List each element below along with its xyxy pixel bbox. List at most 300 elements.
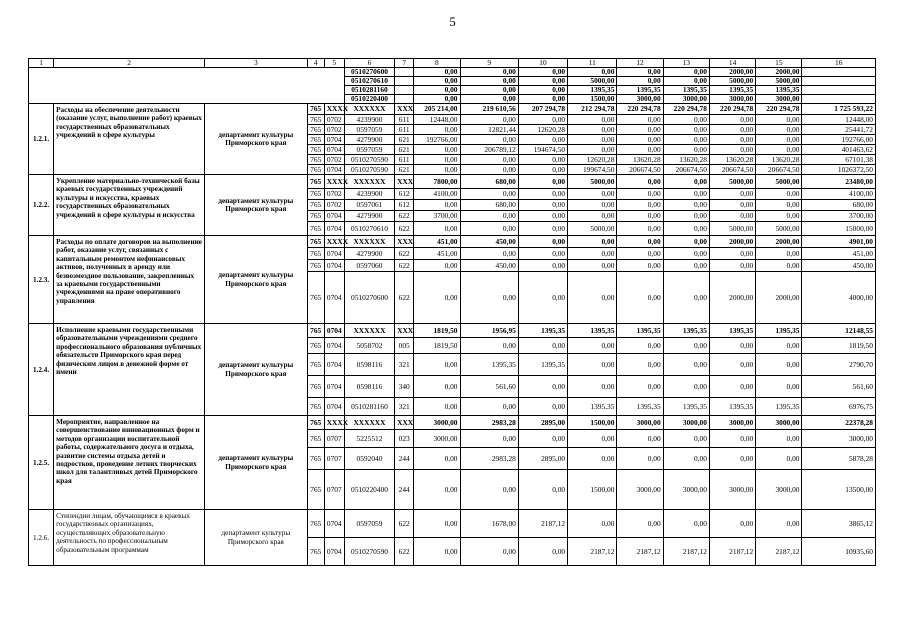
budget-code: 4239900	[344, 189, 394, 200]
expense-type-code: 023	[395, 430, 414, 448]
section-code: 0704	[324, 165, 344, 175]
ministry-code: 765	[307, 104, 324, 115]
amount-cell: 3000,00	[709, 470, 755, 510]
amount-cell: 0,00	[460, 77, 518, 86]
budget-code: 0510270590	[344, 155, 394, 165]
amount-cell: 2000,00	[756, 272, 802, 324]
amount-cell: 451,00	[414, 236, 460, 248]
amount-cell: 0,00	[709, 248, 755, 260]
amount-cell: 0,00	[518, 95, 567, 104]
amount-cell: 0,00	[414, 470, 460, 510]
section-code: 0704	[324, 398, 344, 416]
amount-cell: 219 610,56	[460, 104, 518, 115]
total-cell: 450,00	[802, 260, 876, 272]
page-number: 5	[449, 14, 456, 29]
amount-cell: 1395,35	[518, 354, 567, 376]
ministry-code: 765	[307, 398, 324, 416]
item-executor: департамент культуры Приморского края	[205, 324, 308, 416]
blank-cell	[395, 95, 414, 104]
amount-cell: 0,00	[617, 448, 663, 470]
amount-cell: 0,00	[414, 272, 460, 324]
section-code: XXXX	[324, 236, 344, 248]
amount-cell: 1678,00	[460, 510, 518, 538]
amount-cell: 0,00	[709, 145, 755, 155]
amount-cell: 0,00	[568, 135, 617, 145]
amount-cell: 1395,35	[568, 86, 617, 95]
section-code: 0702	[324, 155, 344, 165]
amount-cell: 2983,28	[460, 448, 518, 470]
amount-cell: 0,00	[709, 200, 755, 211]
ministry-code: 765	[307, 248, 324, 260]
ministry-code: 765	[307, 470, 324, 510]
column-number: 11	[568, 59, 617, 68]
budget-code: 5058702	[344, 338, 394, 354]
amount-cell: 0,00	[756, 260, 802, 272]
blank-cell	[802, 68, 876, 77]
section-code: 0704	[324, 324, 344, 338]
column-number: 8	[414, 59, 460, 68]
ministry-code: 765	[307, 155, 324, 165]
amount-cell: 1395,35	[756, 324, 802, 338]
budget-code: 5225512	[344, 430, 394, 448]
ministry-code: 765	[307, 115, 324, 125]
budget-code: XXXXXX	[344, 236, 394, 248]
amount-cell: 192766,00	[414, 135, 460, 145]
amount-cell: 0,00	[460, 398, 518, 416]
ministry-code: 765	[307, 260, 324, 272]
ministry-code: 765	[307, 510, 324, 538]
amount-cell: 3000,00	[414, 430, 460, 448]
ministry-code: 765	[307, 416, 324, 430]
amount-cell: 0,00	[414, 354, 460, 376]
section-code: 0704	[324, 248, 344, 260]
item-description: Мероприятие, направленное на совершенствование инновационных форм и методов организации воспитательной работы, содержательного досуга и отдыха, развитие системы отдыха детей и подростков, проведение летних творческих школ для талантливых детей Приморского края	[54, 416, 205, 510]
amount-cell: 0,00	[460, 248, 518, 260]
expense-type-code: 622	[395, 248, 414, 260]
amount-cell: 0,00	[460, 95, 518, 104]
amount-cell: 1500,00	[568, 416, 617, 430]
amount-cell: 0,00	[518, 236, 567, 248]
amount-cell: 1395,35	[709, 398, 755, 416]
amount-cell: 0,00	[709, 135, 755, 145]
amount-cell: 0,00	[518, 222, 567, 236]
ministry-code: 765	[307, 324, 324, 338]
amount-cell: 0,00	[518, 430, 567, 448]
amount-cell: 3000,00	[756, 470, 802, 510]
amount-cell: 0,00	[518, 175, 567, 189]
amount-cell: 0,00	[663, 338, 709, 354]
amount-cell: 0,00	[756, 448, 802, 470]
item-number: 1.2.3.	[29, 236, 54, 324]
amount-cell: 0,00	[617, 376, 663, 398]
amount-cell: 0,00	[709, 510, 755, 538]
amount-cell: 5000,00	[568, 175, 617, 189]
amount-cell: 0,00	[756, 354, 802, 376]
section-code: 0704	[324, 338, 344, 354]
amount-cell: 0,00	[617, 354, 663, 376]
amount-cell: 450,00	[460, 236, 518, 248]
amount-cell: 5000,00	[756, 77, 802, 86]
amount-cell: 0,00	[518, 135, 567, 145]
amount-cell: 199674,50	[568, 165, 617, 175]
amount-cell: 0,00	[617, 430, 663, 448]
amount-cell: 2000,00	[709, 272, 755, 324]
amount-cell: 0,00	[460, 222, 518, 236]
section-code: 0704	[324, 145, 344, 155]
expense-type-code: 340	[395, 376, 414, 398]
item-executor: департамент культуры Приморского края	[205, 175, 308, 236]
amount-cell: 0,00	[460, 86, 518, 95]
amount-cell: 0,00	[518, 376, 567, 398]
budget-code: 4239900	[344, 115, 394, 125]
amount-cell: 0,00	[709, 115, 755, 125]
amount-cell: 0,00	[663, 77, 709, 86]
expense-type-code: XXX	[395, 416, 414, 430]
amount-cell: 1395,35	[663, 86, 709, 95]
column-number: 14	[709, 59, 755, 68]
amount-cell: 0,00	[663, 510, 709, 538]
amount-cell: 0,00	[617, 211, 663, 222]
amount-cell: 206674,50	[617, 165, 663, 175]
amount-cell: 1395,35	[617, 324, 663, 338]
total-cell: 4000,00	[802, 272, 876, 324]
amount-cell: 0,00	[617, 236, 663, 248]
amount-cell: 0,00	[518, 165, 567, 175]
total-cell: 192766,00	[802, 135, 876, 145]
section-code: 0704	[324, 135, 344, 145]
ministry-code: 765	[307, 211, 324, 222]
amount-cell: 1395,35	[617, 86, 663, 95]
expense-type-code: 612	[395, 200, 414, 211]
amount-cell: 0,00	[756, 115, 802, 125]
amount-cell: 0,00	[617, 189, 663, 200]
blank-cell	[802, 77, 876, 86]
amount-cell: 2000,00	[756, 236, 802, 248]
budget-code: 4279900	[344, 248, 394, 260]
amount-cell: 3000,00	[663, 95, 709, 104]
amount-cell: 0,00	[568, 200, 617, 211]
total-cell: 23480,00	[802, 175, 876, 189]
section-code: 0702	[324, 200, 344, 211]
expense-type-code: 244	[395, 470, 414, 510]
expense-type-code: 005	[395, 338, 414, 354]
item-executor: департамент культуры Приморского края	[205, 236, 308, 324]
amount-cell: 0,00	[663, 248, 709, 260]
budget-code: 0598116	[344, 376, 394, 398]
amount-cell: 561,60	[460, 376, 518, 398]
expense-type-code: 611	[395, 155, 414, 165]
column-number: 1	[29, 59, 54, 68]
amount-cell: 7800,00	[414, 175, 460, 189]
amount-cell: 0,00	[663, 376, 709, 398]
amount-cell: 0,00	[617, 510, 663, 538]
amount-cell: 0,00	[756, 510, 802, 538]
budget-code: XXXXXX	[344, 175, 394, 189]
amount-cell: 0,00	[414, 77, 460, 86]
amount-cell: 1395,35	[460, 354, 518, 376]
expense-type-code: 622	[395, 510, 414, 538]
amount-cell: 0,00	[709, 376, 755, 398]
amount-cell: 1395,35	[518, 324, 567, 338]
amount-cell: 0,00	[663, 222, 709, 236]
amount-cell: 0,00	[414, 200, 460, 211]
amount-cell: 0,00	[518, 248, 567, 260]
item-description: Расходы на обеспечение деятельности (оказание услуг, выполнение работ) краевых государственных образовательных учреждений в сфере культуры	[54, 104, 205, 175]
amount-cell: 0,00	[756, 200, 802, 211]
amount-cell: 1395,35	[756, 86, 802, 95]
amount-cell: 0,00	[568, 376, 617, 398]
budget-code: 4279900	[344, 135, 394, 145]
expense-type-code: 621	[395, 145, 414, 155]
item-number: 1.2.2.	[29, 175, 54, 236]
expense-type-code: 622	[395, 272, 414, 324]
amount-cell: 0,00	[460, 115, 518, 125]
amount-cell: 0,00	[518, 470, 567, 510]
budget-code: 0510220400	[344, 470, 394, 510]
total-cell: 6976,75	[802, 398, 876, 416]
amount-cell: 0,00	[414, 165, 460, 175]
amount-cell: 2187,12	[518, 510, 567, 538]
amount-cell: 0,00	[460, 338, 518, 354]
amount-cell: 0,00	[663, 236, 709, 248]
amount-cell: 0,00	[756, 145, 802, 155]
amount-cell: 0,00	[568, 354, 617, 376]
amount-cell: 212 294,78	[568, 104, 617, 115]
column-number: 5	[324, 59, 344, 68]
total-cell: 5878,28	[802, 448, 876, 470]
amount-cell: 3000,00	[414, 416, 460, 430]
budget-code: 0510270610	[344, 222, 394, 236]
amount-cell: 2000,00	[756, 68, 802, 77]
amount-cell: 1395,35	[568, 398, 617, 416]
amount-cell: 0,00	[617, 68, 663, 77]
amount-cell: 0,00	[709, 260, 755, 272]
amount-cell: 1956,95	[460, 324, 518, 338]
expense-type-code: 611	[395, 115, 414, 125]
amount-cell: 0,00	[414, 155, 460, 165]
total-cell: 1026372,50	[802, 165, 876, 175]
amount-cell: 0,00	[460, 68, 518, 77]
amount-cell: 205 214,00	[414, 104, 460, 115]
amount-cell: 1819,50	[414, 324, 460, 338]
amount-cell: 0,00	[709, 354, 755, 376]
total-cell: 3865,12	[802, 510, 876, 538]
total-cell: 12148,55	[802, 324, 876, 338]
expense-type-code: XXX	[395, 175, 414, 189]
amount-cell: 0,00	[414, 260, 460, 272]
amount-cell: 0,00	[568, 189, 617, 200]
expense-type-code: XXX	[395, 236, 414, 248]
table-row	[29, 510, 876, 538]
amount-cell: 0,00	[617, 248, 663, 260]
section-code: 0704	[324, 222, 344, 236]
amount-cell: 1395,35	[617, 398, 663, 416]
amount-cell: 0,00	[414, 538, 460, 566]
amount-cell: 3000,00	[617, 95, 663, 104]
total-cell: 2790,70	[802, 354, 876, 376]
budget-code: 0597059	[344, 145, 394, 155]
budget-code: 0598116	[344, 354, 394, 376]
amount-cell: 0,00	[414, 376, 460, 398]
amount-cell: 0,00	[663, 145, 709, 155]
amount-cell: 0,00	[663, 115, 709, 125]
amount-cell: 0,00	[518, 200, 567, 211]
amount-cell: 0,00	[518, 115, 567, 125]
table-row	[29, 104, 876, 115]
ministry-code: 765	[307, 338, 324, 354]
budget-code: 0597059	[344, 125, 394, 135]
amount-cell: 0,00	[756, 189, 802, 200]
amount-cell: 2000,00	[709, 236, 755, 248]
amount-cell: 2187,12	[756, 538, 802, 566]
amount-cell: 0,00	[663, 430, 709, 448]
amount-cell: 0,00	[460, 211, 518, 222]
amount-cell: 2187,12	[617, 538, 663, 566]
amount-cell: 0,00	[709, 430, 755, 448]
amount-cell: 0,00	[414, 86, 460, 95]
amount-cell: 0,00	[663, 272, 709, 324]
amount-cell: 0,00	[617, 260, 663, 272]
section-code: 0707	[324, 430, 344, 448]
amount-cell: 0,00	[414, 222, 460, 236]
amount-cell: 0,00	[518, 538, 567, 566]
amount-cell: 13620,28	[756, 155, 802, 165]
total-cell: 13500,00	[802, 470, 876, 510]
section-code: 0704	[324, 272, 344, 324]
ministry-code: 765	[307, 448, 324, 470]
column-number: 13	[663, 59, 709, 68]
amount-cell: 3000,00	[756, 95, 802, 104]
amount-cell: 0,00	[518, 260, 567, 272]
section-code: XXXX	[324, 104, 344, 115]
amount-cell: 0,00	[568, 211, 617, 222]
amount-cell: 0,00	[663, 260, 709, 272]
amount-cell: 1395,35	[756, 398, 802, 416]
amount-cell: 0,00	[518, 86, 567, 95]
amount-cell: 0,00	[663, 200, 709, 211]
amount-cell: 0,00	[756, 376, 802, 398]
amount-cell: 13620,28	[709, 155, 755, 165]
ministry-code: 765	[307, 236, 324, 248]
amount-cell: 0,00	[663, 354, 709, 376]
total-cell: 4100,00	[802, 189, 876, 200]
expense-type-code: 622	[395, 538, 414, 566]
amount-cell: 0,00	[568, 125, 617, 135]
amount-cell: 1819,50	[414, 338, 460, 354]
ministry-code: 765	[307, 272, 324, 324]
amount-cell: 0,00	[756, 211, 802, 222]
column-number: 7	[395, 59, 414, 68]
budget-code: 0510270590	[344, 538, 394, 566]
ministry-code: 765	[307, 376, 324, 398]
total-cell: 10935,60	[802, 538, 876, 566]
amount-cell: 0,00	[663, 211, 709, 222]
amount-cell: 3000,00	[709, 95, 755, 104]
amount-cell: 0,00	[568, 248, 617, 260]
amount-cell: 12620,28	[518, 125, 567, 135]
amount-cell: 2895,00	[518, 448, 567, 470]
amount-cell: 0,00	[663, 68, 709, 77]
amount-cell: 3000,00	[663, 416, 709, 430]
expense-type-code: 622	[395, 260, 414, 272]
amount-cell: 5000,00	[756, 222, 802, 236]
amount-cell: 0,00	[709, 125, 755, 135]
expense-type-code: 244	[395, 448, 414, 470]
amount-cell: 2983,28	[460, 416, 518, 430]
amount-cell: 0,00	[709, 338, 755, 354]
item-description: Укрепление материально-технической базы краевых государственных учреждений культуры и искусства, краевых государственных образовательных учреждений в сфере культуры и искусства	[54, 175, 205, 236]
amount-cell: 0,00	[617, 272, 663, 324]
amount-cell: 0,00	[663, 135, 709, 145]
amount-cell: 0,00	[414, 398, 460, 416]
amount-cell: 0,00	[568, 260, 617, 272]
amount-cell: 206789,12	[460, 145, 518, 155]
section-code: 0707	[324, 448, 344, 470]
expense-type-code: 621	[395, 135, 414, 145]
budget-code: XXXXXX	[344, 324, 394, 338]
amount-cell: 3000,00	[663, 470, 709, 510]
item-executor: департамент культуры Приморского края	[205, 510, 308, 566]
amount-cell: 0,00	[756, 430, 802, 448]
total-cell: 67101,38	[802, 155, 876, 165]
expense-type-code: 321	[395, 398, 414, 416]
amount-cell: 5000,00	[709, 175, 755, 189]
budget-code: 0510220400	[344, 95, 394, 104]
amount-cell: 0,00	[617, 145, 663, 155]
ministry-code: 765	[307, 175, 324, 189]
amount-cell: 0,00	[518, 189, 567, 200]
ministry-code: 765	[307, 145, 324, 155]
item-number: 1.2.6.	[29, 510, 54, 566]
amount-cell: 0,00	[617, 200, 663, 211]
ministry-code: 765	[307, 135, 324, 145]
amount-cell: 0,00	[414, 68, 460, 77]
amount-cell: 5000,00	[568, 222, 617, 236]
table-row	[29, 175, 876, 189]
blank-cell	[802, 95, 876, 104]
total-cell: 3000,00	[802, 430, 876, 448]
amount-cell: 0,00	[617, 125, 663, 135]
column-number: 10	[518, 59, 567, 68]
section-code: 0702	[324, 189, 344, 200]
item-description: Стипендии лицам, обучающимся в краевых государственных организациях, осуществляющих образовательную деятельность по профессиональным образовательным программам	[54, 510, 205, 566]
amount-cell: 0,00	[518, 211, 567, 222]
budget-code: 0510281160	[344, 398, 394, 416]
column-number: 15	[756, 59, 802, 68]
amount-cell: 5000,00	[568, 77, 617, 86]
amount-cell: 206674,50	[709, 165, 755, 175]
section-code: 0704	[324, 354, 344, 376]
total-cell: 4901,00	[802, 236, 876, 248]
total-cell: 1819,50	[802, 338, 876, 354]
ministry-code: 765	[307, 354, 324, 376]
budget-code: 0510270590	[344, 165, 394, 175]
amount-cell: 1395,35	[709, 324, 755, 338]
amount-cell: 0,00	[414, 125, 460, 135]
amount-cell: 0,00	[709, 448, 755, 470]
section-code: XXXX	[324, 175, 344, 189]
column-number: 2	[54, 59, 205, 68]
amount-cell: 0,00	[568, 68, 617, 77]
blank-cell	[395, 86, 414, 95]
amount-cell: 0,00	[617, 135, 663, 145]
amount-cell: 1395,35	[663, 398, 709, 416]
blank-cell	[29, 68, 345, 104]
amount-cell: 0,00	[756, 248, 802, 260]
column-number: 6	[344, 59, 394, 68]
amount-cell: 680,00	[460, 175, 518, 189]
section-code: 0702	[324, 115, 344, 125]
